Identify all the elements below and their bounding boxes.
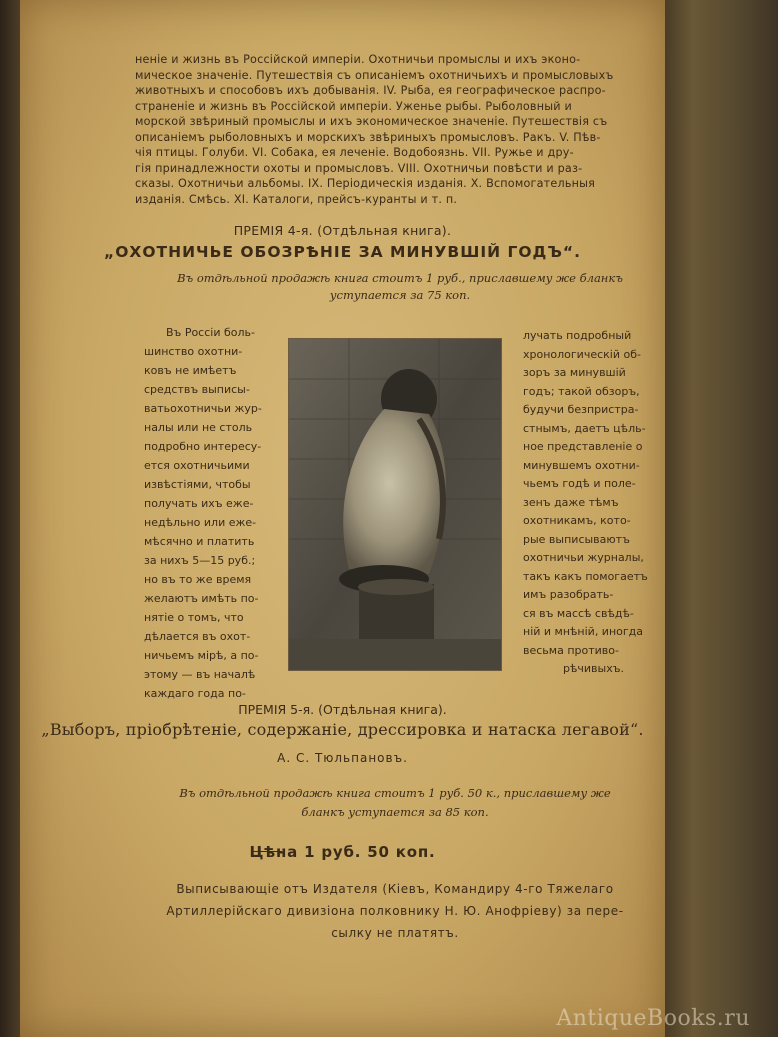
column-line: ватьохотничьи жур- <box>144 402 262 415</box>
column-line: недѣльно или еже- <box>144 516 257 529</box>
column-line: налы или не столь <box>144 421 253 434</box>
column-line: мѣсячно и платить <box>144 535 255 548</box>
column-line: средствъ выписы- <box>144 383 250 396</box>
premium5-price-line: Въ отдѣльной продажѣ книга стоитъ 1 руб. 50 к., приславшему же <box>179 786 611 800</box>
column-line: нятіе о томъ, что <box>144 611 244 624</box>
intro-line: страненіе и жизнь въ Россійской имперіи. Уженье рыбы. Рыболовный и <box>135 99 572 113</box>
photo-illustration <box>289 339 501 670</box>
column-line: хронологическій об- <box>523 347 641 361</box>
premium5-title: „Выборъ, пріобрѣтеніе, содержаніе, дрессировка и натаска легавой“. <box>41 720 644 739</box>
column-line: Въ Россіи боль- <box>166 326 255 339</box>
column-line: весьма противо- <box>523 643 619 657</box>
column-line: чьемъ годѣ и поле- <box>523 477 636 490</box>
order-line: Артиллерійскаго дивизіона полковнику Н. Ю. Анофріеву) за пере- <box>166 904 624 918</box>
intro-line: неніе и жизнь въ Россійской имперіи. Охотничьи промыслы и ихъ эконо- <box>135 53 581 66</box>
column-line: годъ; такой обзоръ, <box>523 384 640 398</box>
main-price: Цѣна 1 руб. 50 коп. <box>249 843 436 861</box>
column-line: извѣстіями, чтобы <box>144 478 251 491</box>
column-line: ковъ не имѣетъ <box>144 364 237 377</box>
intro-line: изданія. Смѣсь. XI. Каталоги, прейсъ-куранты и т. п. <box>135 192 458 206</box>
premium4-heading: ПРЕМІЯ 4-я. (Отдѣльная книга). <box>233 223 452 238</box>
site-watermark: AntiqueBooks.ru <box>556 1006 750 1031</box>
column-line: этому — въ началѣ <box>144 668 256 681</box>
column-line: зоръ за минувшій <box>523 366 626 379</box>
intro-line: мическое значеніе. Путешествія съ описаніемъ охотничьихъ и промысловыхъ <box>135 68 614 82</box>
hunter-photo <box>288 338 502 671</box>
column-line: ся въ массѣ свѣдѣ- <box>523 606 634 620</box>
column-line: такъ какъ помогаетъ <box>523 569 648 583</box>
column-line: ное представленіе о <box>523 440 643 453</box>
premium4-title: „ОХОТНИЧЬЕ ОБОЗРѢНІЕ ЗА МИНУВШІЙ ГОДЪ“. <box>104 243 581 261</box>
intro-line: чія птицы. Голуби. VI. Собака, ея леченіе. Водобоязнь. VII. Ружье и дру- <box>135 146 574 159</box>
column-line: рые выписываютъ <box>523 532 630 546</box>
premium5-heading: ПРЕМІЯ 5-я. (Отдѣльная книга). <box>238 702 447 717</box>
column-line: будучи безпристра- <box>523 403 639 416</box>
premium5-author: А. С. Тюльпановъ. <box>277 751 408 765</box>
column-line: имъ разобрать- <box>523 588 614 601</box>
column-line: желаютъ имѣть по- <box>144 592 259 605</box>
premium4-price-line: Въ отдѣльной продажѣ книга стоитъ 1 руб., приславшему же бланкъ <box>177 271 623 285</box>
column-line: но въ то же время <box>144 573 252 586</box>
column-line: ется охотничьими <box>144 459 250 472</box>
intro-line: сказы. Охотничьи альбомы. IX. Періодическія изданія. X. Вспомогательныя <box>135 177 596 190</box>
column-line: каждаго года по- <box>144 687 246 700</box>
book-left-edge <box>0 0 20 1037</box>
premium4-price-note <box>140 270 660 304</box>
column-line: лучать подробный <box>523 329 632 342</box>
column-line: охотничьи журналы, <box>523 551 644 564</box>
intro-line: описаніемъ рыболовныхъ и морскихъ звѣриныхъ промысловъ. Ракъ. V. Пѣв- <box>135 130 601 144</box>
column-line: получать ихъ еже- <box>144 497 254 510</box>
premium4-price-line: уступается за 75 коп. <box>329 288 471 302</box>
column-line: охотникамъ, кото- <box>523 514 631 527</box>
column-line: за нихъ 5—15 руб.; <box>144 554 256 567</box>
order-note <box>130 878 660 944</box>
column-line: ній и мнѣній, иногда <box>523 625 644 638</box>
book-page <box>20 0 665 1037</box>
right-text-column <box>523 327 658 679</box>
intro-line: морской звѣриный промыслы и ихъ экономическое значеніе. Путешествія съ <box>135 115 608 128</box>
intro-paragraph <box>135 52 670 207</box>
premium5-price-note <box>115 784 675 822</box>
order-line: Выписывающіе отъ Издателя (Кіевъ, Командиру 4-го Тяжелаго <box>176 882 614 896</box>
column-line: минувшемъ охотни- <box>523 458 640 472</box>
left-text-column <box>144 323 284 703</box>
premium5-price-line: бланкъ уступается за 85 коп. <box>301 805 489 819</box>
column-line: подробно интересу- <box>144 440 262 453</box>
column-line: зенъ даже тѣмъ <box>523 495 619 509</box>
column-line: стнымъ, даетъ цѣль- <box>523 421 646 435</box>
column-line: шинство охотни- <box>144 345 243 358</box>
intro-line: животныхъ и способовъ ихъ добыванія. IV. Рыба, ея географическое распро- <box>135 84 606 97</box>
intro-line: гія принадлежности охоты и промысловъ. VIII. Охотничьи повѣсти и раз- <box>135 161 583 175</box>
column-line: дѣлается въ охот- <box>144 630 251 643</box>
column-line: ничьемъ мірѣ, а по- <box>144 649 259 662</box>
book-spine <box>665 0 778 1037</box>
column-line: рѣчивыхъ. <box>563 662 624 675</box>
order-line: сылку не платятъ. <box>331 926 459 940</box>
